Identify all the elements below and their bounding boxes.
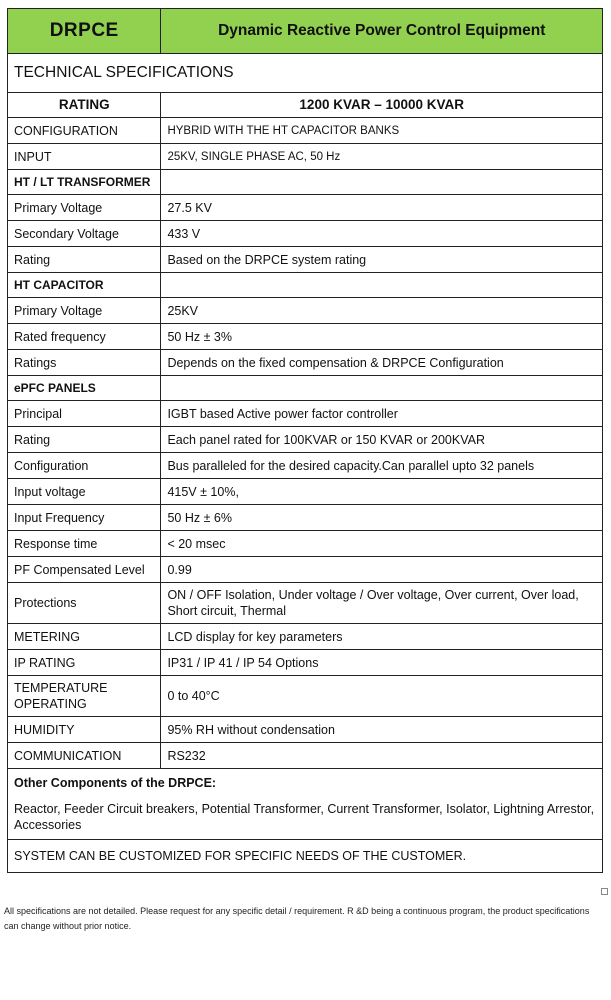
spec-value: HYBRID WITH THE HT CAPACITOR BANKS bbox=[161, 118, 603, 144]
spec-row bbox=[8, 583, 603, 624]
spec-row bbox=[8, 144, 603, 170]
spec-label: Rating bbox=[8, 427, 161, 453]
spec-value: LCD display for key parameters bbox=[161, 624, 603, 650]
spec-label: COMMUNICATION bbox=[8, 743, 161, 769]
spec-label: Secondary Voltage bbox=[8, 221, 161, 247]
other-components-cell bbox=[8, 769, 603, 840]
spec-value: 27.5 KV bbox=[161, 195, 603, 221]
spec-label: Configuration bbox=[8, 453, 161, 479]
spec-row bbox=[8, 505, 603, 531]
spec-value: IGBT based Active power factor controller bbox=[161, 401, 603, 427]
other-components-row bbox=[8, 769, 603, 840]
spec-value: IP31 / IP 41 / IP 54 Options bbox=[161, 650, 603, 676]
spec-label: TEMPERATURE OPERATING bbox=[8, 676, 161, 717]
section-header-blank bbox=[161, 170, 603, 195]
spec-value: 95% RH without condensation bbox=[161, 717, 603, 743]
section-header-label: HT / LT TRANSFORMER bbox=[8, 170, 161, 195]
spec-row bbox=[8, 676, 603, 717]
section-header-label: HT CAPACITOR bbox=[8, 273, 161, 298]
spec-value: ON / OFF Isolation, Under voltage / Over voltage, Over current, Over load, Short circuit, Thermal bbox=[161, 583, 603, 624]
spec-row bbox=[8, 557, 603, 583]
spec-value: Depends on the fixed compensation & DRPCE Configuration bbox=[161, 350, 603, 376]
spec-value: 25KV, SINGLE PHASE AC, 50 Hz bbox=[161, 144, 603, 170]
spec-row bbox=[8, 453, 603, 479]
spec-value: 415V ± 10%, bbox=[161, 479, 603, 505]
spec-label: PF Compensated Level bbox=[8, 557, 161, 583]
section-title: TECHNICAL SPECIFICATIONS bbox=[8, 54, 603, 93]
spec-row bbox=[8, 247, 603, 273]
footer-note: All specifications are not detailed. Please request for any specific detail / requirement. R &D being a continuous program, the product specifications can change without prior notice. bbox=[4, 906, 590, 931]
spec-row bbox=[8, 324, 603, 350]
spec-label: Input voltage bbox=[8, 479, 161, 505]
spec-label: Primary Voltage bbox=[8, 298, 161, 324]
spec-table bbox=[7, 8, 603, 873]
spec-label: Rated frequency bbox=[8, 324, 161, 350]
spec-label: Input Frequency bbox=[8, 505, 161, 531]
spec-value: Based on the DRPCE system rating bbox=[161, 247, 603, 273]
customize-note: SYSTEM CAN BE CUSTOMIZED FOR SPECIFIC NEEDS OF THE CUSTOMER. bbox=[8, 840, 603, 873]
spec-label: IP RATING bbox=[8, 650, 161, 676]
spec-table-body bbox=[8, 9, 603, 873]
customize-row bbox=[8, 840, 603, 873]
brand-label: DRPCE bbox=[8, 9, 161, 54]
header-row bbox=[8, 9, 603, 54]
spec-row bbox=[8, 479, 603, 505]
section-header-row bbox=[8, 170, 603, 195]
spec-label: Primary Voltage bbox=[8, 195, 161, 221]
other-components-text: Reactor, Feeder Circuit breakers, Potential Transformer, Current Transformer, Isolator, Lightning Arrestor, Accessories bbox=[14, 802, 595, 832]
spec-label: INPUT bbox=[8, 144, 161, 170]
rating-label: RATING bbox=[8, 93, 161, 118]
section-header-row bbox=[8, 273, 603, 298]
spec-value: 25KV bbox=[161, 298, 603, 324]
spec-row bbox=[8, 195, 603, 221]
spec-label: Protections bbox=[8, 583, 161, 624]
spec-row bbox=[8, 531, 603, 557]
spec-row bbox=[8, 350, 603, 376]
spec-value: RS232 bbox=[161, 743, 603, 769]
spec-row bbox=[8, 717, 603, 743]
spec-label: Rating bbox=[8, 247, 161, 273]
section-header-label: ePFC PANELS bbox=[8, 376, 161, 401]
spec-value: Bus paralleled for the desired capacity.Can parallel upto 32 panels bbox=[161, 453, 603, 479]
resize-handle bbox=[601, 888, 608, 895]
section-header-row bbox=[8, 376, 603, 401]
spec-label: Principal bbox=[8, 401, 161, 427]
spec-row bbox=[8, 118, 603, 144]
spec-value: 50 Hz ± 3% bbox=[161, 324, 603, 350]
spec-value: 433 V bbox=[161, 221, 603, 247]
spec-value: 0.99 bbox=[161, 557, 603, 583]
section-title-row bbox=[8, 54, 603, 93]
spec-row bbox=[8, 624, 603, 650]
spec-row bbox=[8, 298, 603, 324]
spec-label: Response time bbox=[8, 531, 161, 557]
spec-value: 0 to 40°C bbox=[161, 676, 603, 717]
section-header-blank bbox=[161, 376, 603, 401]
spec-value: Each panel rated for 100KVAR or 150 KVAR or 200KVAR bbox=[161, 427, 603, 453]
spec-row bbox=[8, 743, 603, 769]
spec-value: 50 Hz ± 6% bbox=[161, 505, 603, 531]
document-title: Dynamic Reactive Power Control Equipment bbox=[161, 9, 603, 54]
section-header-blank bbox=[161, 273, 603, 298]
rating-row bbox=[8, 93, 603, 118]
spec-label: Ratings bbox=[8, 350, 161, 376]
spec-row bbox=[8, 427, 603, 453]
spec-label: METERING bbox=[8, 624, 161, 650]
spec-label: CONFIGURATION bbox=[8, 118, 161, 144]
rating-value: 1200 KVAR – 10000 KVAR bbox=[161, 93, 603, 118]
other-components-title: Other Components of the DRPCE: bbox=[14, 776, 217, 790]
spec-label: HUMIDITY bbox=[8, 717, 161, 743]
spec-value: < 20 msec bbox=[161, 531, 603, 557]
spec-row bbox=[8, 401, 603, 427]
spec-row bbox=[8, 221, 603, 247]
spec-row bbox=[8, 650, 603, 676]
